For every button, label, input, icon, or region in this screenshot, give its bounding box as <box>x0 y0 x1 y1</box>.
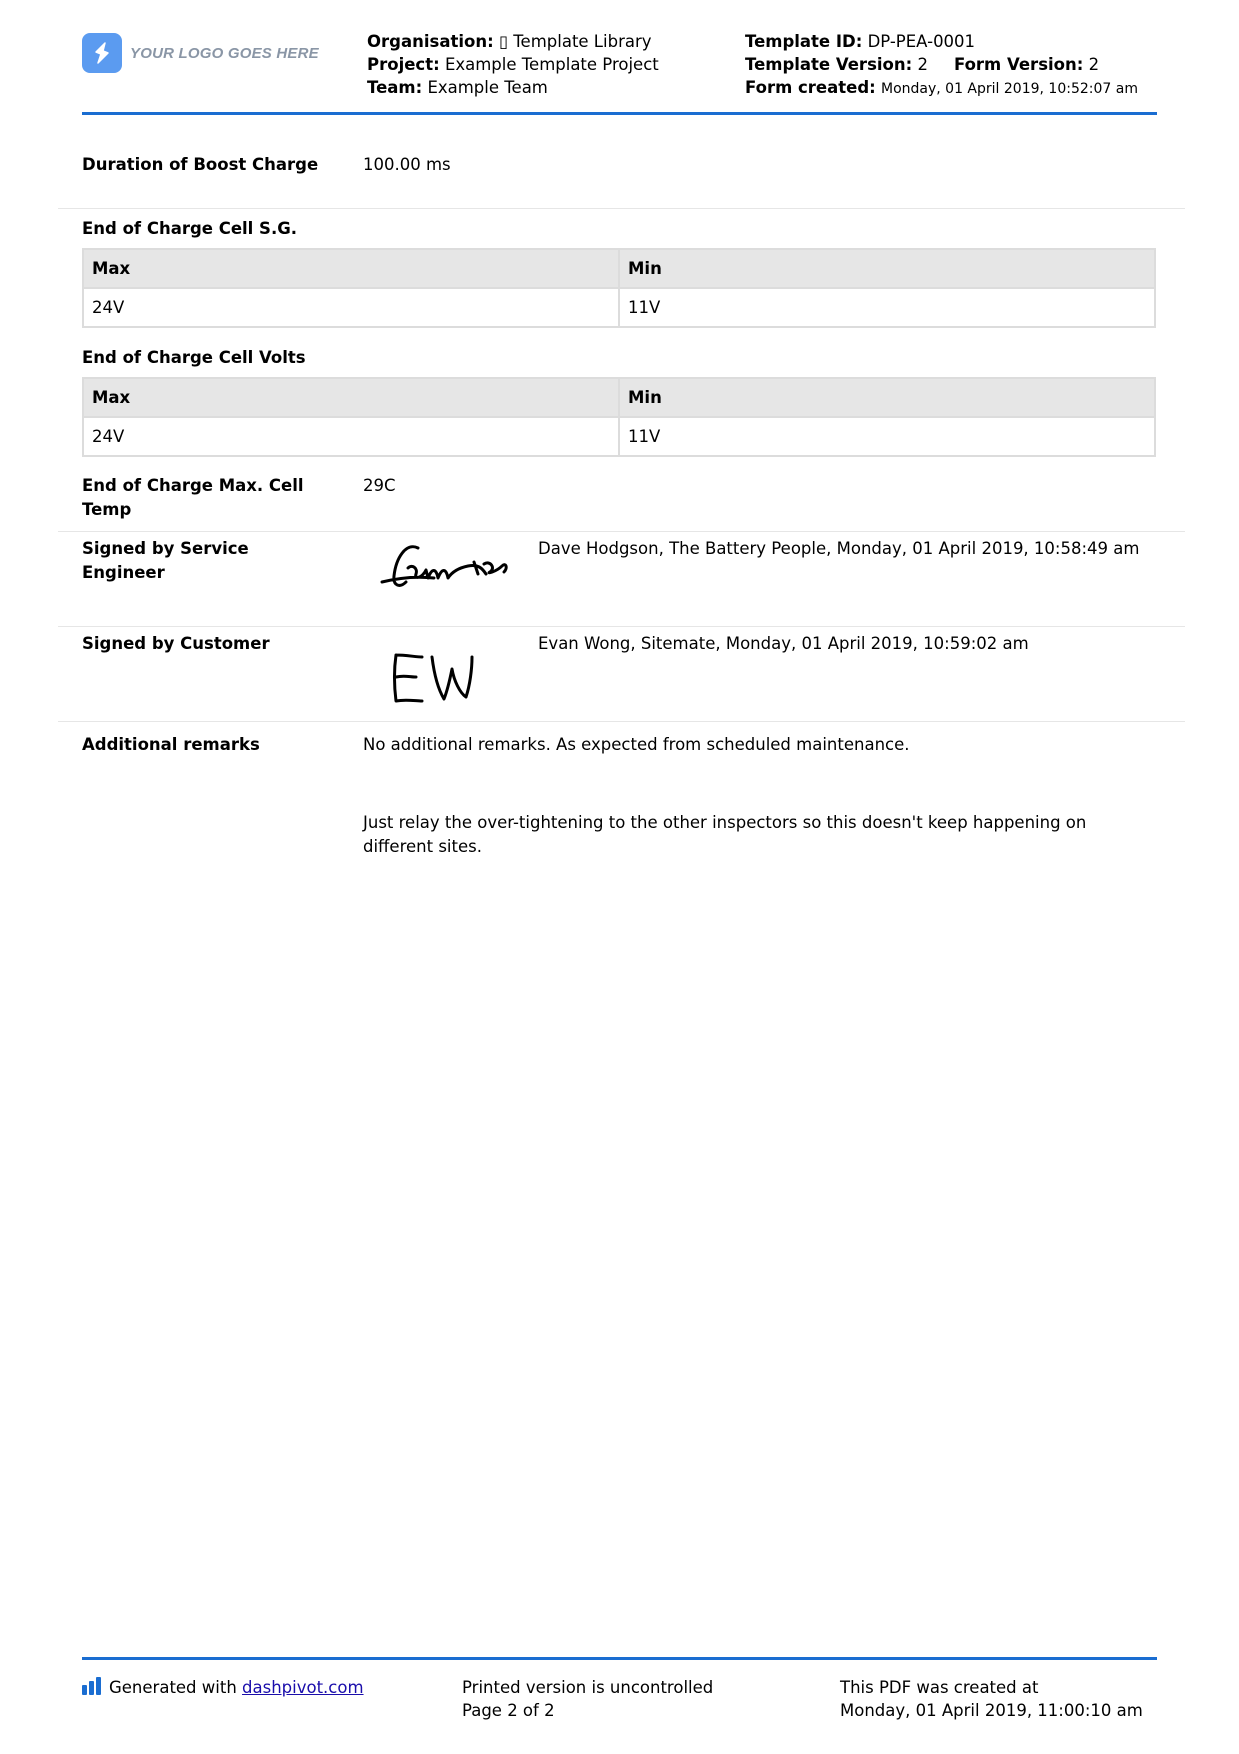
boost-duration-label: Duration of Boost Charge <box>82 155 319 174</box>
form-created-label: Form created: <box>745 78 876 97</box>
project-label: Project: <box>367 55 440 74</box>
template-id-label: Template ID: <box>745 32 863 51</box>
footer-print-info <box>462 1676 713 1722</box>
cell-volts-max-value: 24V <box>83 417 619 456</box>
customer-sign-details: Evan Wong, Sitemate, Monday, 01 April 2019, 10:59:02 am <box>538 634 1029 653</box>
organisation-label: Organisation: <box>367 32 494 51</box>
header-project-info <box>367 30 659 99</box>
cell-volts-min-header: Min <box>619 378 1155 417</box>
dashpivot-bars-icon <box>82 1677 101 1695</box>
template-version-label: Template Version: <box>745 55 913 74</box>
cell-volts-table <box>82 377 1156 457</box>
customer-signature-row <box>58 627 1185 722</box>
engineer-sign-label: Signed by Service Engineer <box>82 539 249 582</box>
template-version-value: 2 <box>917 55 928 74</box>
remarks-paragraph-1: No additional remarks. As expected from scheduled maintenance. <box>363 735 910 754</box>
pdf-created-value: Monday, 01 April 2019, 11:00:10 am <box>840 1701 1143 1720</box>
engineer-signature-image <box>378 538 523 598</box>
customer-sign-label: Signed by Customer <box>82 634 270 653</box>
engineer-signature-row <box>58 532 1185 627</box>
team-value: Example Team <box>427 78 548 97</box>
company-logo <box>82 33 319 73</box>
generated-with <box>82 1676 364 1699</box>
uncontrolled-note: Printed version is uncontrolled <box>462 1678 714 1697</box>
cell-sg-min-header: Min <box>619 249 1155 288</box>
cell-volts-label: End of Charge Cell Volts <box>82 348 306 367</box>
project-value: Example Template Project <box>444 55 659 74</box>
form-version-label: Form Version: <box>953 55 1084 74</box>
max-cell-temp-row <box>58 474 1185 532</box>
page-number: Page 2 of 2 <box>462 1701 555 1720</box>
boost-duration-row <box>58 150 1185 209</box>
page-header <box>82 30 1157 115</box>
header-template-info <box>745 30 1138 101</box>
page-footer <box>82 1657 1157 1720</box>
max-cell-temp-value: 29C <box>363 476 396 495</box>
cell-sg-max-header: Max <box>83 249 619 288</box>
max-cell-temp-label: End of Charge Max. Cell Temp <box>82 476 304 519</box>
generated-prefix: Generated with <box>109 1678 243 1697</box>
remarks-paragraph-2: Just relay the over-tightening to the other inspectors so this doesn't keep happening on different sites. <box>363 813 1087 856</box>
cell-sg-label: End of Charge Cell S.G. <box>82 219 298 238</box>
organisation-value: ▯ Template Library <box>498 32 652 51</box>
logo-text: YOUR LOGO GOES HERE <box>130 44 319 62</box>
team-label: Team: <box>367 78 423 97</box>
footer-created-info <box>840 1676 1143 1722</box>
form-version-value: 2 <box>1088 55 1100 74</box>
remarks-label: Additional remarks <box>82 735 260 754</box>
cell-sg-table <box>82 248 1156 328</box>
dashpivot-link[interactable]: dashpivot.com <box>242 1678 364 1697</box>
engineer-sign-details: Dave Hodgson, The Battery People, Monday, 01 April 2019, 10:58:49 am <box>538 539 1140 558</box>
customer-signature-image <box>388 649 488 709</box>
cell-volts-max-header: Max <box>83 378 619 417</box>
pdf-created-label: This PDF was created at <box>840 1678 1039 1697</box>
cell-sg-min-value: 11V <box>619 288 1155 327</box>
cell-volts-min-value: 11V <box>619 417 1155 456</box>
boost-duration-value: 100.00 ms <box>363 155 451 174</box>
cell-sg-max-value: 24V <box>83 288 619 327</box>
form-created-value: Monday, 01 April 2019, 10:52:07 am <box>881 81 1138 97</box>
logo-icon <box>82 33 122 73</box>
template-id-value: DP-PEA-0001 <box>867 32 976 51</box>
